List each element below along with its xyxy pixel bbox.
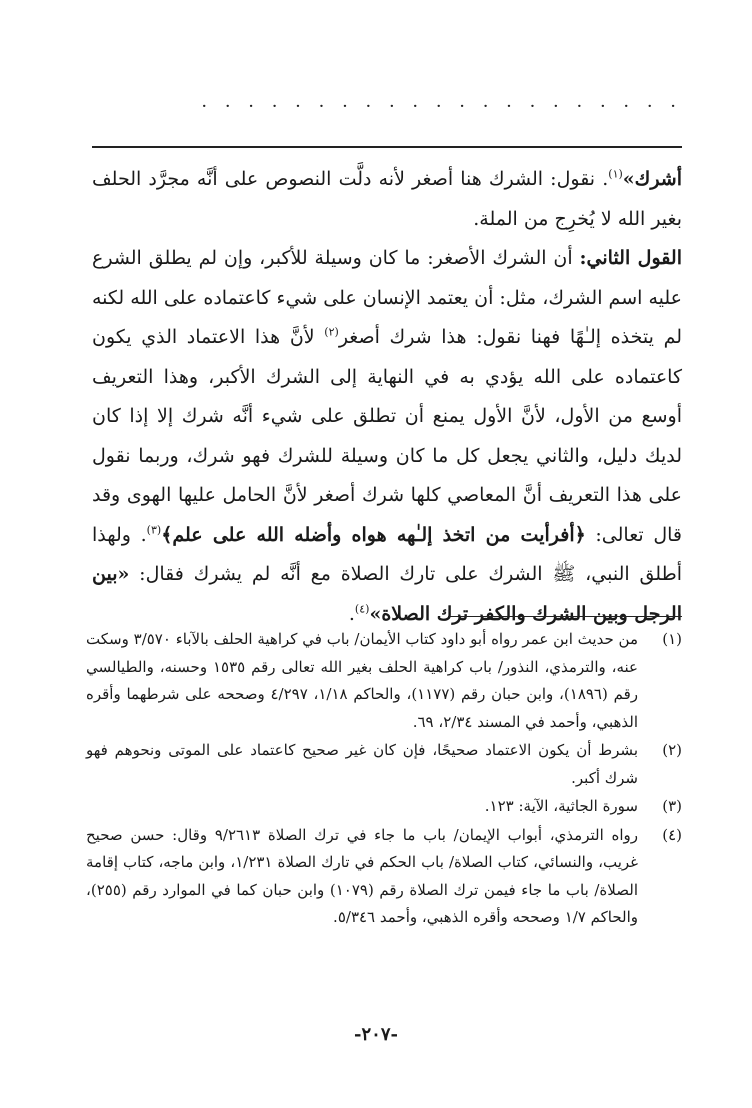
footnote-number: (٤) xyxy=(662,825,682,844)
footnote-3 xyxy=(86,793,682,821)
paragraph-2-text-b: لأنَّ هذا الاعتماد الذي يكون كاعتماده على الله يؤدي به في النهاية إلى الشرك الأكبر، وهذا التعريف أوسع من الأول، لأنَّ الأول يمنع أن تطلق على شيء أنَّه شرك إلا إذا كان لديك دليل، والثاني يجعل كل ما كان وسيلة للشرك فهو شرك، وربما نقول على هذا التعريف أنَّ المعاصي كلها شرك أصغر لأنَّ الحامل عليها الهوى وقد قال تعالى: xyxy=(92,326,682,546)
main-text xyxy=(92,160,682,634)
footnote-ref-1[interactable]: (١) xyxy=(608,167,623,181)
paragraph-1 xyxy=(92,160,682,239)
page-number: -٢٠٧- xyxy=(354,1024,398,1045)
footnote-separator xyxy=(448,616,682,617)
quote-close: » xyxy=(622,168,635,190)
paragraph-2 xyxy=(92,239,682,634)
footnote-number: (٢) xyxy=(662,741,682,759)
hadith-quote: «بين الرجل وبين الشرك والكفر ترك الصلاة» xyxy=(92,563,682,625)
footnote-2 xyxy=(86,737,682,792)
footnote-ref-4[interactable]: (٤) xyxy=(354,602,370,616)
footnote-number: (١) xyxy=(662,630,682,648)
footnote-text: رواه الترمذي، أبواب الإيمان/ باب ما جاء في ترك الصلاة ٩/٢٦١٣ وقال: حسن صحيح غريب، والنسائي، كتاب الصلاة/ باب الحكم في تارك الصلاة ١/٢٣١، وابن ماجه، كتاب إقامة الصلاة/ باب ما جاء فيمن ترك الصلاة رقم (١٠٧٩) وابن حبان كما في الموارد رقم (٢٥٥)، والحاكم ١/٧ وصححه وأقره الذهبي، وأحمد ٥/٣٤٦. xyxy=(86,825,638,926)
header-dots: · · · · · · · · · · · · · · · · · · · · · xyxy=(201,96,682,117)
footnote-ref-2[interactable]: (٢) xyxy=(324,325,339,339)
header-rule xyxy=(92,146,682,148)
footnote-1 xyxy=(86,626,682,736)
footnote-number: (٣) xyxy=(662,797,682,815)
footnote-ref-3[interactable]: (٣) xyxy=(146,523,162,537)
paragraph-2-text-c: . ولهذا أطلق النبي، ﷺ الشرك على تارك الصلاة مع أنَّه لم يشرك فقال: xyxy=(92,523,682,585)
quran-verse: ﴿أفرأيت من اتخذ إلـٰهه هواه وأضله الله على علم﴾ xyxy=(161,523,586,546)
footnote-text: من حديث ابن عمر رواه أبو داود كتاب الأيمان/ باب في كراهية الحلف بالآباء ٣/٥٧٠ وسكت عنه، والترمذي، النذور/ باب كراهية الحلف بغير الله تعالى رقم ١٥٣٥ وحسنه، والطيالسي رقم (١٨٩٦)، وابن حبان رقم (١١٧٧)، والحاكم ١/١٨، ٤/٢٩٧ وصححه على شرطهما وأقره الذهبي، وأحمد في المسند ٢/٣٤، ٦٩. xyxy=(86,630,639,731)
paragraph-1-text: . نقول: الشرك هنا أصغر لأنه دلَّت النصوص على أنَّه مجرَّد الحلف بغير الله لا يُخرِج من الملة. xyxy=(92,168,682,230)
footnote-text: سورة الجاثية، الآية: ١٢٣. xyxy=(484,797,638,815)
footnotes xyxy=(86,626,682,933)
word-ashraka: أشرك xyxy=(634,168,682,190)
paragraph-2-end: . xyxy=(348,602,355,625)
second-opinion-heading: القول الثاني: xyxy=(579,247,682,269)
footnote-4 xyxy=(86,822,682,932)
paragraph-2-text-a: أن الشرك الأصغر: ما كان وسيلة للأكبر، وإن لم يطلق الشرع عليه اسم الشرك، مثل: أن يعتمد الإنسان على شيء كاعتماده على الله لكنه لم يتخذه إلـٰهًا فهنا نقول: هذا شرك أصغر xyxy=(92,247,683,348)
footnote-text: بشرط أن يكون الاعتماد صحيحًا، فإن كان غير صحيح كاعتماد على الموتى ونحوهم فهو شرك أكبر. xyxy=(86,741,638,787)
